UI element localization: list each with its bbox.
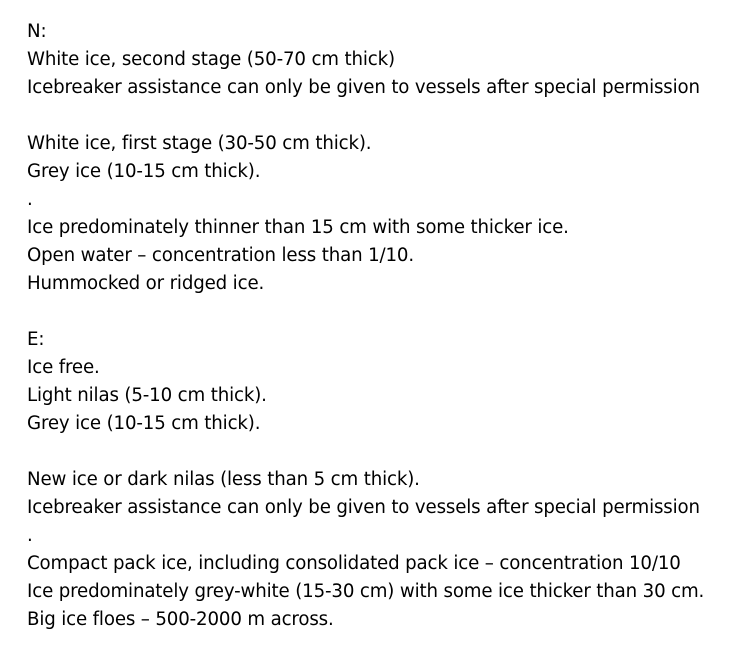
text-line: White ice, first stage (30-50 cm thick).: [27, 133, 372, 154]
blank-line: [27, 438, 732, 466]
text-line: Grey ice (10-15 cm thick).: [27, 161, 261, 182]
text-line: White ice, second stage (50-70 cm thick): [27, 49, 395, 70]
text-line: Light nilas (5-10 cm thick).: [27, 385, 267, 406]
text-line: .: [27, 189, 33, 210]
blank-line: [27, 298, 732, 326]
section-heading-n: N:: [27, 21, 47, 42]
text-line: Hummocked or ridged ice.: [27, 273, 265, 294]
text-line: Compact pack ice, including consolidated pack ice – concentration 10/10: [27, 553, 681, 574]
text-line: Big ice floes – 500-2000 m across.: [27, 609, 334, 630]
text-line: New ice or dark nilas (less than 5 cm thick).: [27, 469, 420, 490]
text-line: Open water – concentration less than 1/10.: [27, 245, 414, 266]
text-line: Ice predominately thinner than 15 cm with some thicker ice.: [27, 217, 569, 238]
text-line: .: [27, 525, 33, 546]
text-line: Grey ice (10-15 cm thick).: [27, 413, 261, 434]
ice-legend-document: [27, 18, 732, 634]
text-line: Ice free.: [27, 357, 100, 378]
text-line: Ice predominately grey-white (15-30 cm) with some ice thicker than 30 cm.: [27, 581, 705, 602]
section-heading-e: E:: [27, 329, 45, 350]
text-line: Icebreaker assistance can only be given to vessels after special permission: [27, 497, 700, 518]
text-line: Icebreaker assistance can only be given to vessels after special permission: [27, 77, 700, 98]
blank-line: [27, 102, 732, 130]
